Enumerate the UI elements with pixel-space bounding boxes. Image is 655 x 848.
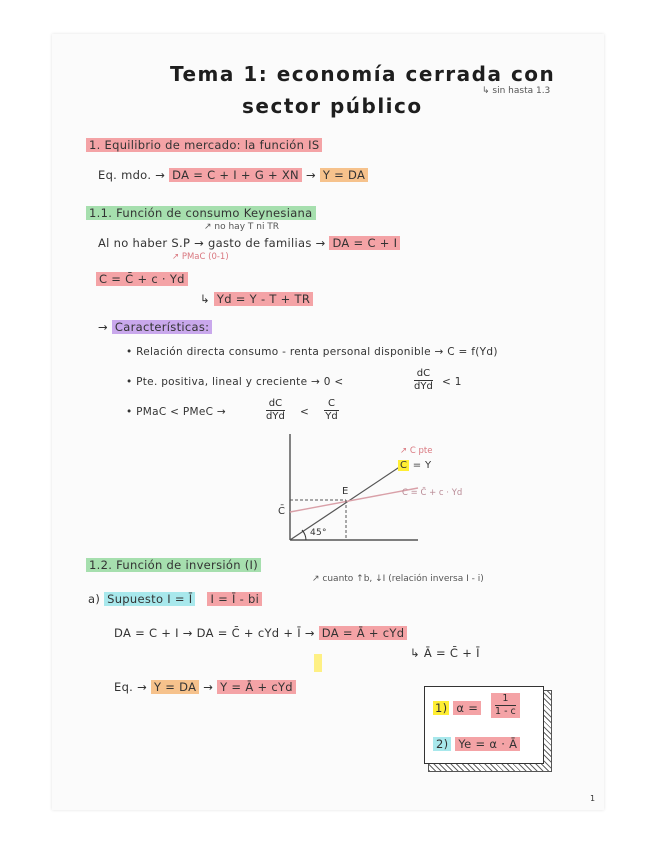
box-fraction-numerator: 1: [495, 693, 516, 706]
da-c-i: DA = C + I: [329, 236, 400, 250]
inverse-relation-note: ↗ cuanto ↑b, ↓I (relación inversa I - i): [312, 574, 484, 584]
section-1-heading-text: 1. Equilibrio de mercado: la función IS: [86, 138, 322, 152]
yd-arrow: ↳: [200, 292, 210, 306]
fraction-dc-dyd-1: [414, 368, 433, 393]
da-formula: DA = C + I + G + XN: [169, 168, 302, 182]
y-equals-da: Y = DA: [320, 168, 368, 182]
characteristics-label: Características:: [112, 320, 212, 334]
graph-label-cy: [398, 460, 431, 471]
yellow-highlight-mark: [314, 654, 322, 672]
box-fraction-denominator: 1 - c: [495, 706, 516, 717]
section-1-1-heading-text: 1.1. Función de consumo Keynesiana: [86, 206, 316, 220]
section-1-2-heading-text: 1.2. Función de inversión (I): [86, 558, 261, 572]
bullet-3: [126, 406, 226, 418]
fraction-2-numerator: dC: [266, 398, 285, 411]
page-number: 1: [590, 794, 596, 803]
title-note: ↳ sin hasta 1.3: [482, 86, 551, 96]
equilibrium-y-da: Y = DA: [151, 680, 199, 694]
graph-label-cpte: ↗ C pte: [400, 446, 433, 456]
fraction-2-denominator: dYd: [266, 411, 285, 422]
supuesto-label: Supuesto I = Ī: [104, 592, 195, 606]
key-formulas-box: [424, 686, 544, 764]
graph-label-angle: 45°: [310, 528, 327, 538]
bullet-2-text: • Pte. positiva, lineal y creciente → 0 <: [126, 376, 344, 388]
section-1-2-heading: [86, 558, 261, 572]
section-1-heading: [86, 138, 322, 152]
box-item-2-formula: Ye = α · Ā: [455, 737, 520, 751]
notebook-page: [52, 34, 604, 810]
box-item-1-alpha: α =: [453, 701, 481, 715]
box-multiplier-fraction: [491, 693, 520, 718]
abar-line: ↳ Ā = C̄ + Ī: [410, 646, 480, 660]
graph-label-cy-c: C: [400, 460, 408, 471]
da-a-cyd: DA = Ā + cYd: [319, 626, 408, 640]
da-derivation-text: DA = C + I → DA = C̄ + cYd + Ī →: [114, 626, 315, 640]
graph-label-cy-rest: = Y: [412, 460, 432, 471]
fraction-3-denominator: Yd: [325, 411, 338, 422]
graph-label-cbar: C̄: [278, 506, 286, 517]
yd-line: [200, 292, 313, 306]
graph-label-e: E: [342, 486, 349, 497]
bullet-3-text: • PMaC < PMeC →: [126, 406, 226, 418]
graph-consumption-line: [290, 488, 418, 512]
investment-formula: I = Ī - bi: [207, 592, 262, 606]
graph-label-line: C = C̄ + c · Yd: [402, 488, 463, 498]
yd-formula: Yd = Y - T + TR: [214, 292, 313, 306]
a-label: a): [88, 592, 101, 606]
equilibrium-arrow: →: [203, 680, 214, 694]
box-item-1-number: 1): [435, 701, 448, 715]
box-item-2: [433, 737, 520, 751]
consumption-graph: [268, 432, 518, 552]
consumption-formula: [96, 272, 188, 286]
fraction-c-yd: [324, 398, 339, 423]
fraction-1-tail: < 1: [442, 376, 462, 388]
characteristics-line: [98, 320, 212, 334]
da-derivation-line: [114, 626, 407, 640]
bullet-1: • Relación directa consumo - renta personal disponible → C = f(Yd): [126, 346, 498, 358]
graph-angle-arc: [302, 530, 306, 540]
equilibrium-final: Y = Ā + cYd: [217, 680, 296, 694]
fraction-3-numerator: C: [324, 398, 339, 411]
fraction-2-mid: <: [300, 406, 310, 418]
fraction-1-numerator: dC: [414, 368, 433, 381]
pmac-note: ↗ PMaC (0-1): [172, 252, 229, 262]
box-item-1: [433, 701, 481, 715]
fraction-1-denominator: dYd: [414, 381, 433, 392]
characteristics-arrow: →: [98, 320, 108, 334]
box-item-2-number: 2): [433, 737, 451, 751]
no-taxes-note: ↗ no hay T ni TR: [204, 222, 280, 232]
section-1-1-heading: [86, 206, 316, 220]
consumption-function: C = C̄ + c · Yd: [96, 272, 188, 286]
eq-arrow: →: [305, 168, 316, 182]
equilibrium-line: [114, 680, 296, 694]
market-equilibrium-line: [98, 168, 368, 182]
equilibrium-label: Eq. →: [114, 680, 148, 694]
eq-mdo-label: Eq. mdo. →: [98, 168, 166, 182]
fraction-dc-dyd-2: [266, 398, 285, 423]
no-public-sector-line: [98, 236, 400, 250]
bullet-2: [126, 376, 343, 388]
page-title-line2: sector público: [242, 94, 423, 118]
no-public-sector-text: Al no haber S.P → gasto de familias →: [98, 236, 326, 250]
investment-assumption-line: [88, 592, 262, 606]
page-title-line1: Tema 1: economía cerrada con: [170, 62, 556, 86]
